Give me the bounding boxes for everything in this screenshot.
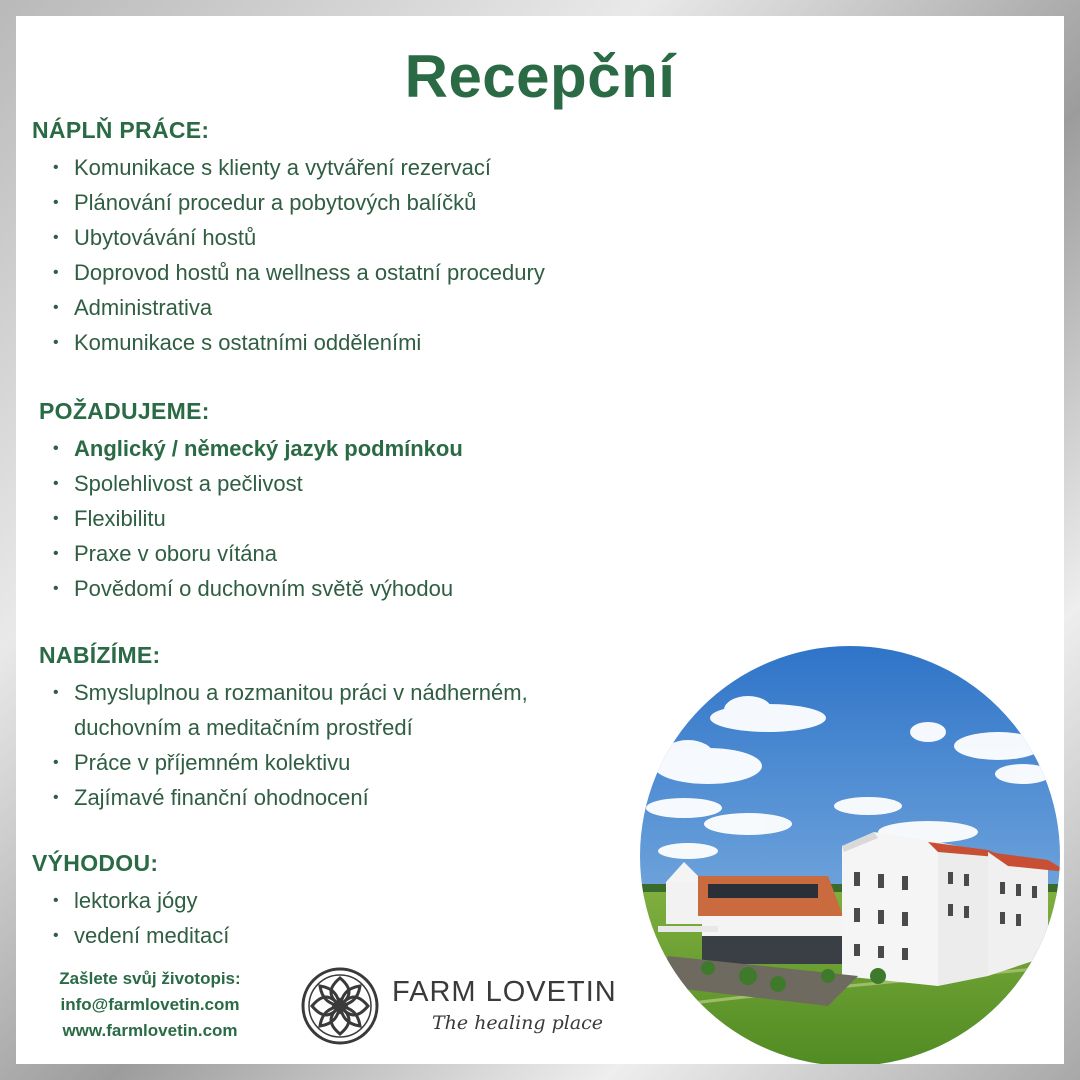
brand-logo — [300, 966, 617, 1050]
list-item: • vedení meditací — [32, 918, 229, 953]
section-heading: VÝHODOU: — [32, 850, 159, 876]
list-item: • Anglický / německý jazyk podmínkou — [32, 431, 463, 466]
contact-prompt: Zašlete svůj životopis: — [59, 969, 241, 988]
list-item: • Praxe v oboru vítána — [32, 536, 463, 571]
farm-building-photo — [628, 646, 1064, 1064]
section-job-description — [32, 117, 545, 360]
bullet-list — [32, 675, 528, 815]
list-item: • Povědomí o duchovním světě výhodou — [32, 571, 463, 606]
bullet-list — [32, 431, 463, 606]
list-item: • lektorka jógy — [32, 883, 229, 918]
job-poster — [16, 16, 1064, 1064]
section-offer — [32, 642, 528, 815]
list-item: • Práce v příjemném kolektivu — [32, 745, 528, 780]
contact-email[interactable]: info@farmlovetin.com — [60, 995, 240, 1014]
section-heading: POŽADUJEME: — [39, 398, 210, 424]
list-item: • Zajímavé finanční ohodnocení — [32, 780, 528, 815]
section-heading: NABÍZÍME: — [39, 642, 161, 668]
list-item: • Komunikace s ostatními odděleními — [32, 325, 545, 360]
brand-tagline: The healing place — [432, 1012, 604, 1034]
bullet-list — [32, 150, 545, 360]
brand-name: FARM LOVETIN — [392, 976, 617, 1008]
list-item: • Plánování procedur a pobytových balíčků — [32, 185, 545, 220]
contact-website[interactable]: www.farmlovetin.com — [62, 1021, 238, 1040]
list-item: • Administrativa — [32, 290, 545, 325]
list-item: • Komunikace s klienty a vytváření rezervací — [32, 150, 545, 185]
contact-block — [30, 966, 270, 1044]
mandala-logo-icon — [300, 966, 380, 1046]
list-item: • Flexibilitu — [32, 501, 463, 536]
page-title: Recepční — [404, 43, 676, 110]
list-item: • Smysluplnou a rozmanitou práci v nádherném, — [32, 675, 528, 710]
section-heading: NÁPLŇ PRÁCE: — [32, 117, 210, 143]
list-item-continuation: duchovním a meditačním prostředí — [74, 715, 413, 740]
list-item: • Doprovod hostů na wellness a ostatní procedury — [32, 255, 545, 290]
bullet-list — [32, 883, 229, 953]
section-advantage — [32, 850, 229, 953]
section-requirements — [32, 398, 463, 606]
list-item: • Spolehlivost a pečlivost — [32, 466, 463, 501]
list-item: • Ubytovávání hostů — [32, 220, 545, 255]
